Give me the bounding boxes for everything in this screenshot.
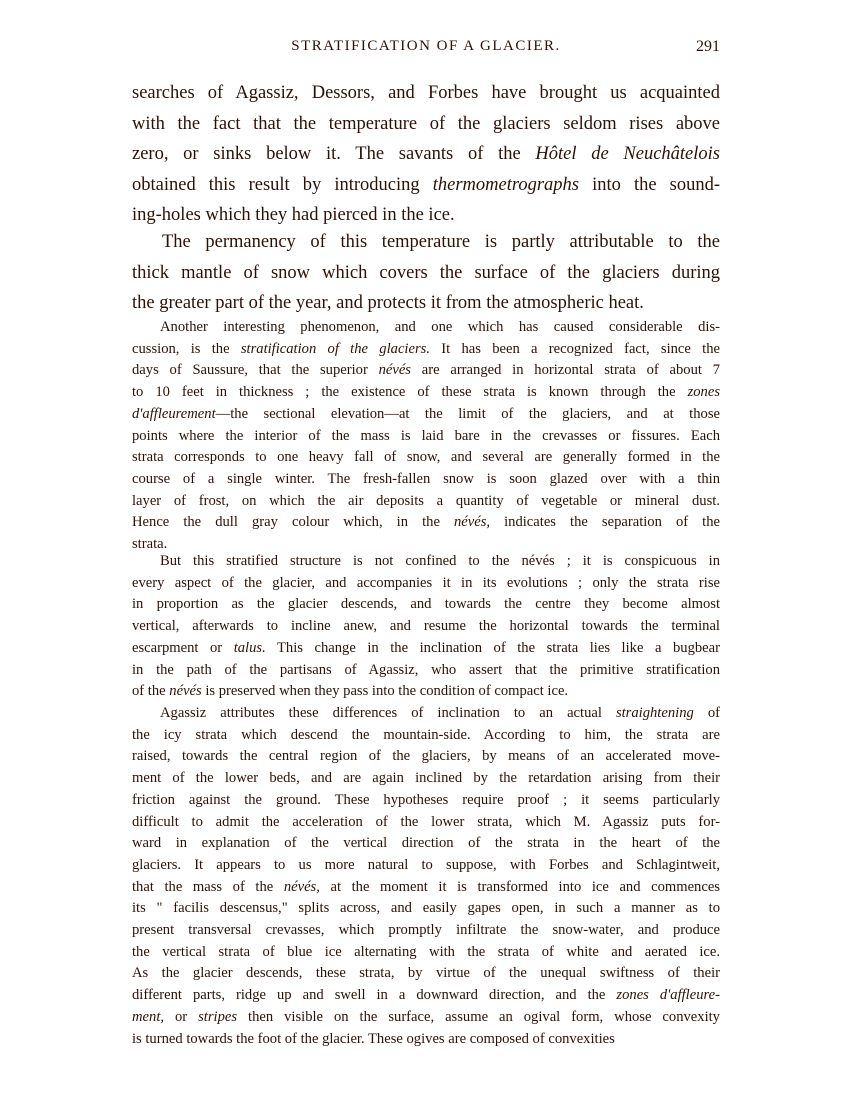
italic-text: thermometrographs (432, 174, 580, 195)
text-line: strata. (132, 536, 168, 553)
italic-text: Hôtel de Neuchâtelois (535, 144, 720, 164)
text-line: ward in explanation of the vertical direction of the strata in the heart of the (132, 835, 720, 852)
text-line: But this stratified structure is not confined to the névés ; it is conspicuous in (160, 553, 720, 569)
paragraph-stratified-structure (132, 551, 720, 703)
text-line: friction against the ground. These hypotheses require proof ; it seems particularly (132, 791, 720, 808)
text-line: Another interesting phenomenon, and one which has caused considerable dis- (160, 319, 720, 335)
text-line: of the névés is preserved when they pass into the condition of compact ice. (132, 683, 569, 700)
text-line: thick mantle of snow which covers the surface of the glaciers during (132, 262, 720, 283)
italic-text: stratification of the glaciers. (240, 340, 430, 357)
italic-text: névés, (453, 514, 491, 531)
text-line: days of Saussure, that the superior névés are arranged in horizontal strata of about 7 (132, 362, 720, 379)
text-line: its " facilis descensus," splits across, and easily gapes open, in such a manner as to (132, 900, 720, 917)
italic-text: d'affleurement (132, 405, 216, 422)
text-line: different parts, ridge up and swell in a downward direction, and the zones d'affleure- (132, 987, 720, 1004)
text-line: escarpment or talus. This change in the inclination of the strata lies like a bugbear (132, 639, 720, 656)
text-line: layer of frost, on which the air deposits a quantity of vegetable or mineral dust. (132, 492, 720, 509)
text-line: with the fact that the temperature of the glaciers seldom rises above (132, 113, 720, 134)
paragraph-stratification (132, 317, 720, 556)
text-line: points where the interior of the mass is laid bare in the crevasses or fissures. Each (132, 427, 720, 444)
text-line: the vertical strata of blue ice alternating with the strata of white and aerated ice. (132, 943, 720, 960)
text-line: zero, or sinks below it. The savants of the Hôtel de Neuchâtelois (132, 144, 720, 164)
text-line: raised, towards the central region of the glaciers, by means of an accelerated move- (132, 748, 720, 765)
text-line: strata corresponds to one heavy fall of snow, and several are generally formed in the (132, 449, 720, 466)
text-line: obtained this result by introducing thermometrographs into the sound- (132, 174, 720, 195)
text-line: The permanency of this temperature is partly attributable to the (162, 232, 720, 252)
text-line: Hence the dull gray colour which, in the névés, indicates the separation of the (132, 514, 720, 531)
italic-text: névés (378, 362, 411, 379)
italic-text: talus. (233, 639, 266, 656)
text-line: vertical, afterwards to incline anew, and resume the horizontal towards the terminal (132, 618, 720, 635)
italic-text: névés (169, 683, 202, 700)
text-line: ment, or stripes then visible on the surface, assume an ogival form, whose convexity (132, 1008, 720, 1025)
text-line: Agassiz attributes these differences of inclination to an actual straightening of (160, 705, 720, 721)
text-line: the icy strata which descend the mountain-side. According to him, the strata are (132, 726, 720, 743)
text-line: the greater part of the year, and protects it from the atmospheric heat. (132, 293, 644, 313)
italic-text: ment, (132, 1008, 165, 1025)
text-line: present transversal crevasses, which promptly infiltrate the snow-water, and produce (132, 922, 720, 939)
italic-text: zones (687, 384, 720, 401)
text-line: difficult to admit the acceleration of the lower strata, which M. Agassiz puts for- (132, 813, 720, 830)
running-title: STRATIFICATION OF A GLACIER. (291, 38, 561, 54)
page-header (132, 30, 720, 60)
text-line: every aspect of the glacier, and accompanies it in its evolutions ; only the strata rise (132, 574, 720, 591)
paragraph-temperature-permanency (132, 227, 720, 319)
italic-text: névés, (283, 878, 320, 895)
text-line: As the glacier descends, these strata, by virtue of the unequal swiftness of their (132, 965, 720, 982)
paragraph-intro-continued (132, 78, 720, 231)
text-line: in proportion as the glacier descends, and towards the centre they become almost (132, 596, 720, 613)
text-line: ment of the lower beds, and are again inclined by the retardation arising from their (132, 770, 720, 787)
text-line: in the path of the partisans of Agassiz, who assert that the primitive stratification (132, 661, 720, 678)
text-line: searches of Agassiz, Dessors, and Forbes have brought us acquainted (132, 83, 720, 103)
paragraph-agassiz-inclination (132, 703, 720, 1050)
text-line: d'affleurement—the sectional elevation—at the limit of the glaciers, and at those (132, 405, 720, 422)
text-line: is turned towards the foot of the glacier. These ogives are composed of convexities (132, 1030, 615, 1047)
text-line: ing-holes which they had pierced in the ice. (132, 205, 455, 225)
italic-text: stripes (198, 1008, 238, 1025)
page-number: 291 (696, 38, 720, 55)
text-line: cussion, is the stratification of the glaciers. It has been a recognized fact, since the (132, 340, 720, 357)
text-line: course of a single winter. The fresh-fallen snow is soon glazed over with a thin (132, 470, 720, 487)
text-line: glaciers. It appears to us more natural to suppose, with Forbes and Schlagintweit, (132, 856, 720, 873)
italic-text: zones d'affleure- (616, 987, 720, 1004)
italic-text: straightening (615, 705, 694, 721)
text-line: that the mass of the névés, at the moment it is transformed into ice and commences (132, 878, 720, 895)
text-line: to 10 feet in thickness ; the existence of these strata is known through the zones (132, 384, 720, 401)
